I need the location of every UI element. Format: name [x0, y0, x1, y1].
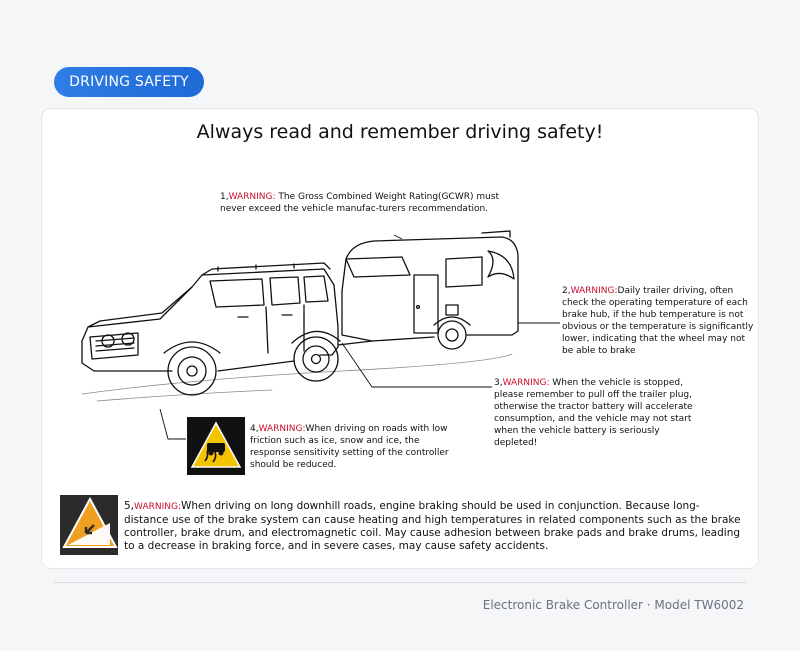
safety-card: [41, 108, 759, 569]
slippery-road-icon: [187, 417, 245, 475]
warning-4: 4,WARNING:When driving on roads with low friction such as ice, snow and ice, the response sensitivity setting of the controller should be reduced.: [250, 424, 449, 470]
page-title: Always read and remember driving safety!: [196, 121, 604, 143]
warning-1: 1,WARNING: The Gross Combined Weight Rating(GCWR) must never exceed the vehicle manufac-turers recommendation.: [220, 192, 500, 214]
steep-downhill-icon: [60, 495, 118, 555]
footer-divider: [54, 582, 746, 583]
warning-3: 3,WARNING: When the vehicle is stopped, please remember to pull off the trailer plug, otherwise the tractor battery will accelerate consumption, and the vehicle may not start when the vehicle battery is seriously depleted!: [494, 378, 693, 448]
warning-2: 2,WARNING:Daily trailer driving, often check the operating temperature of each brake hub, if the hub temperature is not obvious or the temperature is significantly lower, indicating that the wheel may not be able to brake: [562, 286, 754, 356]
footer-model-text: Electronic Brake Controller · Model TW6002: [482, 598, 744, 612]
section-badge: DRIVING SAFETY: [54, 67, 204, 97]
warning-5: 5,WARNING:When driving on long downhill roads, engine braking should be used in conjunction. Because long-distance use of the brake system can cause heating and high temperatures in related components such as the brake controller, brake drum, and electromagnetic coil. May cause adhesion between brake pads and brake drums, leading to a decrease in braking force, and in severe cases, may cause safety accidents.: [124, 500, 741, 552]
